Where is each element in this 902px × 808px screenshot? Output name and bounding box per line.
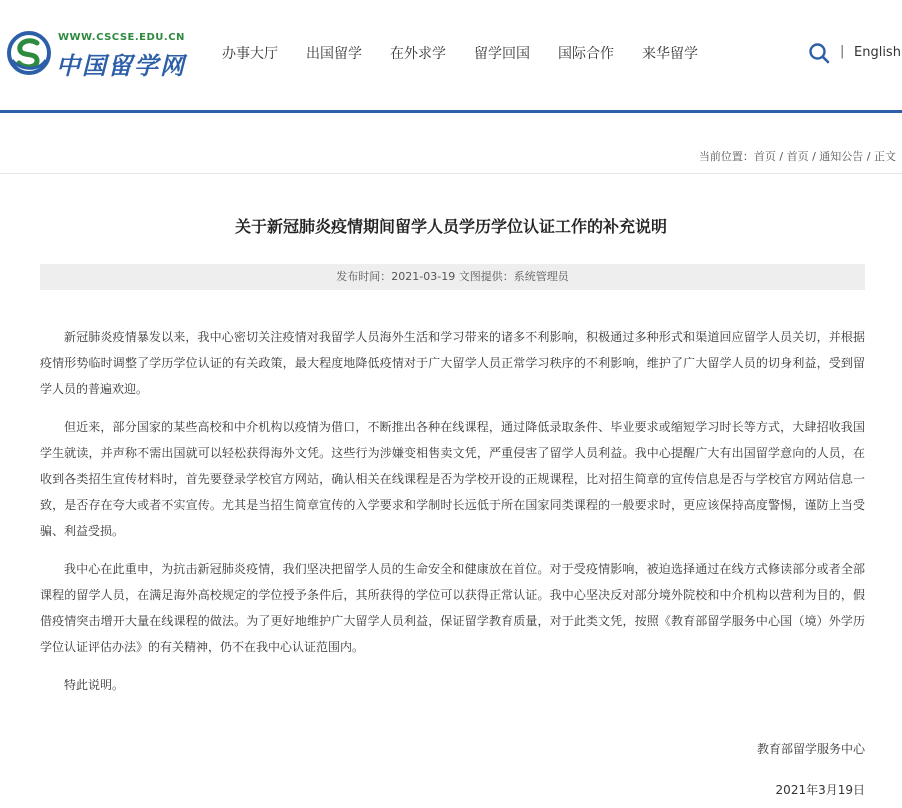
nav-item-studying-overseas[interactable]: 在外求学 [390, 46, 446, 62]
breadcrumb-sep: / [863, 150, 874, 163]
logo-name-text: 中国留学网 [56, 51, 186, 80]
logo-emblem-icon [6, 30, 52, 76]
main-nav [222, 43, 726, 65]
article-meta: 发布时间：2021-03-19 文图提供：系统管理员 [40, 264, 865, 290]
article-signature: 教育部留学服务中心 [756, 742, 865, 756]
article-paragraph: 但近来，部分国家的某些高校和中介机构以疫情为借口，不断推出各种在线课程，通过降低录取条件、毕业要求或缩短学习时长等方式，大肆招收我国学生就读，并声称不需出国就可以轻松获得海外文凭。这些行为涉嫌变相售卖文凭，严重侵害了留学人员利益。我中心提醒广大有出国留学意向的人员，在收到各类招生宣传材料时，首先要登录学校官方网站，确认相关在线课程是否为学校开设的正规课程，比对招生简章的宣传信息是否与学校官方网站信息一致，是否存在夸大或者不实宣传。尤其是当招生简章宣传的入学要求和学制时长远低于所在国家同类课程的一般要求时，更应该保持高度警惕，谨防上当受骗、利益受损。 [40, 420, 865, 538]
site-logo[interactable] [6, 28, 186, 80]
site-header [0, 0, 902, 110]
search-icon[interactable] [808, 42, 830, 64]
breadcrumb-label: 当前位置： [698, 150, 754, 163]
english-link[interactable]: English [854, 45, 901, 60]
article-paragraph: 新冠肺炎疫情暴发以来，我中心密切关注疫情对我留学人员海外生活和学习带来的诸多不利影响，积极通过多种形式和渠道回应留学人员关切，并根据疫情形势临时调整了学历学位认证的有关政策，最大程度地降低疫情对于广大留学人员正常学习秩序的不利影响，维护了广大留学人员的切身利益，受到留学人员的普遍欢迎。 [40, 330, 865, 396]
article-date: 2021年3月19日 [775, 783, 865, 797]
nav-item-services[interactable]: 办事大厅 [222, 46, 278, 62]
article-title: 关于新冠肺炎疫情期间留学人员学历学位认证工作的补充说明 [234, 217, 667, 236]
breadcrumb-bar [0, 140, 902, 174]
nav-item-study-abroad[interactable]: 出国留学 [306, 46, 362, 62]
breadcrumb [699, 148, 896, 164]
breadcrumb-current: 正文 [874, 150, 896, 163]
breadcrumb-home-2[interactable]: 首页 [786, 150, 809, 163]
article-body [40, 324, 865, 710]
nav-item-return[interactable]: 留学回国 [474, 46, 530, 62]
header-divider [0, 110, 902, 113]
breadcrumb-sep: / [775, 150, 787, 163]
article-paragraph: 我中心在此重申，为抗击新冠肺炎疫情，我们坚决把留学人员的生命安全和健康放在首位。对于受疫情影响，被迫选择通过在线方式修读部分或者全部课程的留学人员，在满足海外高校规定的学位授予条件后，其所获得的学位可以获得正常认证。我中心坚决反对部分境外院校和中介机构以营利为目的，假借疫情突击增开大量在线课程的做法。为了更好地维护广大留学人员利益，保证留学教育质量，对于此类文凭，按照《教育部留学服务中心国（境）外学历学位认证评估办法》的有关精神，仍不在我中心认证范围内。 [40, 562, 865, 654]
breadcrumb-notices[interactable]: 通知公告 [819, 150, 864, 163]
logo-url-text: WWW.CSCSE.EDU.CN [58, 32, 185, 43]
nav-item-international[interactable]: 国际合作 [558, 46, 614, 62]
breadcrumb-sep: / [808, 150, 820, 163]
breadcrumb-home[interactable]: 首页 [753, 150, 776, 163]
nav-item-study-in-china[interactable]: 来华留学 [642, 46, 698, 62]
header-separator: | [840, 44, 845, 59]
article-paragraph: 特此说明。 [64, 678, 125, 692]
